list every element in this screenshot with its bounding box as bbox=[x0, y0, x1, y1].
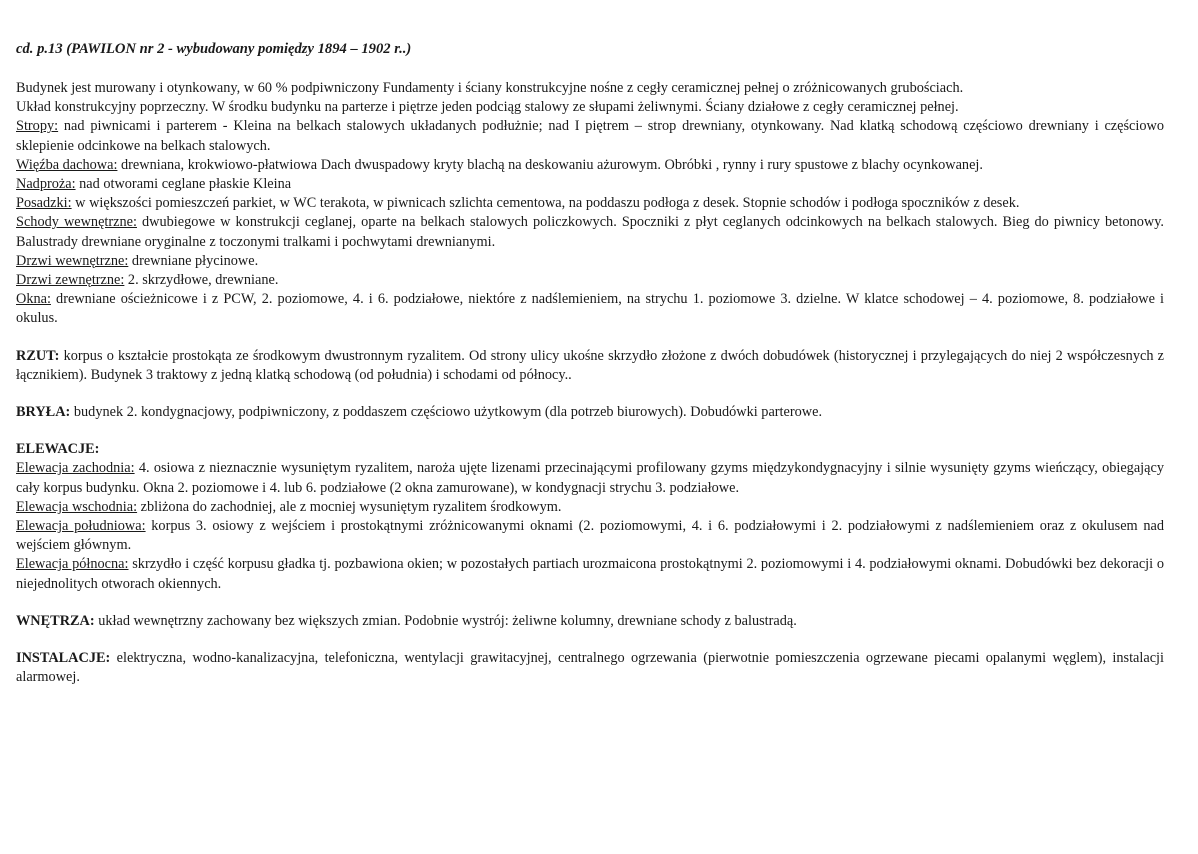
construction-item-drzwi-zew bbox=[16, 271, 1164, 290]
spacer bbox=[16, 329, 1164, 347]
spacer bbox=[16, 385, 1164, 403]
elewacja-poludniowa bbox=[16, 517, 1164, 555]
item-text: nad piwnicami i parterem - Kleina na belkach stalowych układanych podłużnie; nad I piętrem – strop drewniany, otynkowany. Nad klatką schodową częściowo drewniany i częściowo sklepienie odcinkowe na belkach stalowych. bbox=[16, 118, 1164, 154]
item-text: w większości pomieszczeń parkiet, w WC terakota, w piwnicach szlichta cementowa, na poddaszu podłoga z desek. Stopnie schodów i podłoga spoczników z desek. bbox=[71, 195, 1020, 212]
section-label: WNĘTRZA: bbox=[16, 612, 95, 629]
section-text: układ wewnętrzny zachowany bez większych zmian. Podobnie wystrój: żeliwne kolumny, drewniane schody z balustradą. bbox=[94, 612, 797, 629]
section-label: INSTALACJE: bbox=[16, 650, 111, 667]
document-body bbox=[16, 79, 1164, 687]
construction-item-okna bbox=[16, 290, 1164, 328]
construction-item-posadzki bbox=[16, 194, 1164, 213]
intro-line: Budynek jest murowany i otynkowany, w 60 % podpiwniczony Fundamenty i ściany konstrukcyjne nośne z cegły ceramicznej pełnej o zróżnicowanych grubościach. bbox=[16, 80, 964, 96]
item-label: Elewacja południowa: bbox=[16, 518, 146, 535]
spacer bbox=[16, 422, 1164, 440]
construction-item-schody bbox=[16, 213, 1164, 251]
intro-line: Układ konstrukcyjny poprzeczny. W środku budynku na parterze i piętrze jeden podciąg stalowy ze słupami żeliwnymi. Ściany działowe z cegły ceramicznej pełnej. bbox=[16, 99, 959, 116]
section-bryla bbox=[16, 403, 1164, 422]
item-label: Elewacja północna: bbox=[16, 556, 129, 573]
item-label: Więźba dachowa: bbox=[16, 156, 118, 173]
item-text: nad otworami ceglane płaskie Kleina bbox=[75, 176, 292, 193]
section-label: BRYŁA: bbox=[16, 404, 71, 421]
item-label: Okna: bbox=[16, 291, 51, 308]
item-text: drewniana, krokwiowo-płatwiowa Dach dwuspadowy kryty blachą na deskowaniu ażurowym. Obróbki , rynny i rury spustowe z blachy ocynkowanej. bbox=[117, 156, 983, 173]
item-text: 4. osiowa z nieznacznie wysuniętym ryzalitem, naroża ujęte lizenami przecinającymi profilowany gzyms międzykondygnacyjny i silnie wysunięty gzyms wieńczący, obiegający cały korpus budynku. Okna 2. poziomowe i 4. lub 6. podziałowe (2 okna zamurowane), w kondygnacji strychu 3. podziałowe. bbox=[16, 460, 1164, 496]
section-elewacje-title: ELEWACJE: bbox=[16, 441, 100, 458]
section-text: korpus o kształcie prostokąta ze środkowym dwustronnym ryzalitem. Od strony ulicy ukośne skrzydło złożone z dwóch dobudówek (historycznej i przylegających do niej 2 współczesnych z łącznikiem). Budynek 3 traktowy z jedną klatką schodową (od południa) i schodami od północy.. bbox=[16, 347, 1164, 383]
section-wnetrza bbox=[16, 612, 1164, 631]
section-instalacje bbox=[16, 649, 1164, 687]
section-rzut bbox=[16, 347, 1164, 385]
spacer bbox=[16, 631, 1164, 649]
elewacja-wschodnia bbox=[16, 498, 1164, 517]
item-text: 2. skrzydłowe, drewniane. bbox=[124, 272, 279, 289]
item-text: korpus 3. osiowy z wejściem i prostokątnymi zróżnicowanymi oknami (2. poziomowymi, 4. i 6. podziałowymi i 2. podziałowymi z nadślemieniem oraz z okulusem nad wejściem głównym. bbox=[16, 518, 1165, 554]
item-label: Elewacja zachodnia: bbox=[16, 460, 135, 477]
item-text: drewniane płycinowe. bbox=[128, 252, 259, 269]
section-text: elektryczna, wodno-kanalizacyjna, telefoniczna, wentylacji grawitacyjnej, centralnego ogrzewania (pierwotnie pomieszczenia ogrzewane piecami opalanymi węglem), instalacji alarmowej. bbox=[16, 650, 1164, 686]
construction-item-wiezba bbox=[16, 156, 1164, 175]
item-label: Drzwi wewnętrzne: bbox=[16, 252, 129, 269]
item-label: Posadzki: bbox=[16, 195, 72, 212]
construction-item-nadproza bbox=[16, 175, 1164, 194]
construction-item-drzwi-wew bbox=[16, 252, 1164, 271]
elewacja-polnocna bbox=[16, 555, 1164, 593]
spacer bbox=[16, 594, 1164, 612]
item-label: Drzwi zewnętrzne: bbox=[16, 272, 125, 289]
item-label: Stropy: bbox=[16, 118, 59, 135]
section-label: RZUT: bbox=[16, 347, 60, 364]
item-label: Nadproża: bbox=[16, 176, 76, 193]
item-text: skrzydło i część korpusu gładka tj. pozbawiona okien; w pozostałych partiach urozmaicona prostokątnymi 2. poziomowymi i 4. podziałowymi oknami. Dobudówki bez dekoracji o niejednolitych otworach okiennych. bbox=[16, 556, 1164, 592]
item-text: zbliżona do zachodniej, ale z mocniej wysuniętym ryzalitem środkowym. bbox=[137, 498, 562, 515]
item-label: Elewacja wschodnia: bbox=[16, 498, 138, 515]
item-text: drewniane ościeżnicowe i z PCW, 2. poziomowe, 4. i 6. podziałowe, niektóre z nadślemieniem, na strychu 1. poziomowe 3. dzielne. W klatce schodowej – 4. poziomowe, 8. podziałowe i okulus. bbox=[16, 291, 1164, 327]
page-heading: cd. p.13 (PAWILON nr 2 - wybudowany pomiędzy 1894 – 1902 r..) bbox=[16, 41, 412, 57]
item-label: Schody wewnętrzne: bbox=[16, 214, 137, 231]
elewacja-zachodnia bbox=[16, 459, 1164, 497]
item-text: dwubiegowe w konstrukcji ceglanej, oparte na belkach stalowych policzkowych. Spoczniki z płyt ceglanych odcinkowych na belkach stalowych. Bieg do piwnicy betonowy. Balustrady drewniane oryginalne z toczonymi tralkami i pochwytami drewnianymi. bbox=[16, 214, 1165, 250]
section-text: budynek 2. kondygnacjowy, podpiwniczony, z poddaszem częściowo użytkowym (dla potrzeb biurowych). Dobudówki parterowe. bbox=[70, 404, 823, 421]
construction-item-stropy bbox=[16, 117, 1164, 155]
